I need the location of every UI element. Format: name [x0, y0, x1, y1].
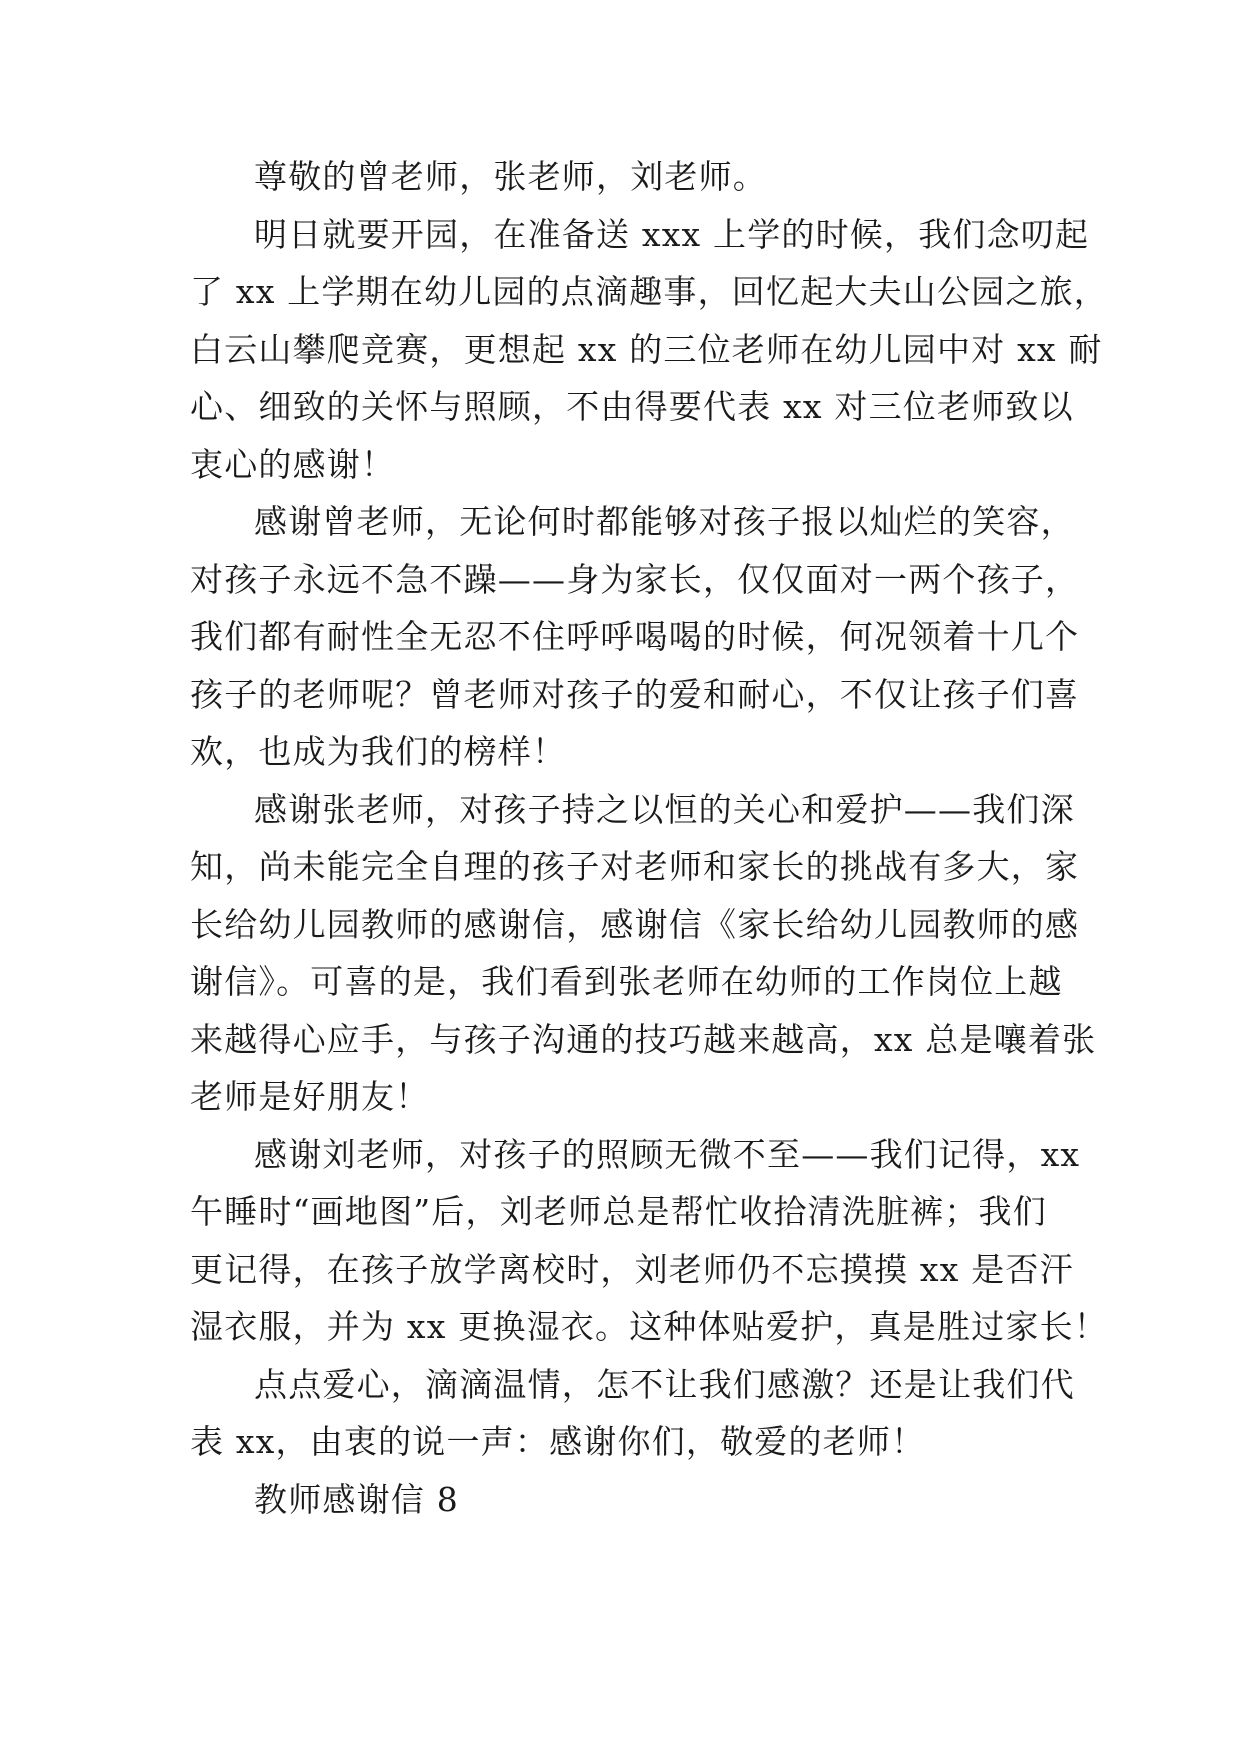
text-line: 点点爱心，滴滴温情，怎不让我们感激？还是让我们代	[254, 1364, 1075, 1404]
text-line: 欢，也成为我们的榜样！	[190, 732, 567, 771]
text-line: 明日就要开园，在准备送 xxx 上学的时候，我们念叨起	[254, 214, 1090, 254]
body-paragraph	[190, 1126, 1109, 1356]
section-heading	[190, 1471, 1060, 1529]
document-body	[190, 148, 1109, 1528]
body-paragraph	[190, 781, 1097, 1126]
text-line: 白云山攀爬竞赛，更想起 xx 的三位老师在幼儿园中对 xx 耐	[190, 329, 1103, 369]
text-line: 感谢刘老师，对孩子的照顾无微不至——我们记得，xx	[254, 1134, 1081, 1174]
text-line: 更记得，在孩子放学离校时，刘老师仍不忘摸摸 xx 是否汗	[190, 1249, 1074, 1289]
text-line: 午睡时“画地图”后，刘老师总是帮忙收拾清洗脏裤；我们	[190, 1192, 1047, 1231]
text-line: 孩子的老师呢？曾老师对孩子的爱和耐心，不仅让孩子们喜	[190, 674, 1080, 714]
text-line: 尊敬的曾老师，张老师，刘老师。	[254, 157, 767, 196]
body-paragraph	[190, 493, 1080, 781]
text-line: 湿衣服，并为 xx 更换湿衣。这种体贴爱护，真是胜过家长！	[190, 1307, 1109, 1346]
text-line: 表 xx，由衷的说一声：感谢你们，敬爱的老师！	[190, 1422, 926, 1461]
text-line: 对孩子永远不急不躁——身为家长，仅仅面对一两个孩子，	[190, 559, 1080, 599]
text-line: 教师感谢信 8	[254, 1479, 459, 1519]
text-line: 衷心的感谢！	[190, 444, 396, 484]
text-line: 来越得心应手，与孩子沟通的技巧越来越高，xx 总是嚷着张	[190, 1019, 1097, 1059]
body-paragraph	[190, 206, 1109, 494]
text-line: 知，尚未能完全自理的孩子对老师和家长的挑战有多大，家	[190, 847, 1080, 886]
text-line: 了 xx 上学期在幼儿园的点滴趣事，回忆起大夫山公园之旅，	[190, 272, 1109, 311]
body-paragraph	[190, 1356, 1075, 1471]
salutation	[190, 148, 1060, 206]
text-line: 我们都有耐性全无忍不住呼呼喝喝的时候，何况领着十几个	[190, 617, 1080, 656]
text-line: 长给幼儿园教师的感谢信，感谢信《家长给幼儿园教师的感	[190, 904, 1080, 944]
text-line: 心、细致的关怀与照顾，不由得要代表 xx 对三位老师致以	[190, 387, 1074, 426]
text-line: 感谢张老师，对孩子持之以恒的关心和爱护——我们深	[254, 789, 1075, 829]
text-line: 谢信》。可喜的是，我们看到张老师在幼师的工作岗位上越	[190, 962, 1063, 1001]
text-line: 老师是好朋友！	[190, 1077, 430, 1116]
document-page	[190, 148, 1109, 1528]
text-line: 感谢曾老师，无论何时都能够对孩子报以灿烂的笑容，	[254, 502, 1075, 541]
